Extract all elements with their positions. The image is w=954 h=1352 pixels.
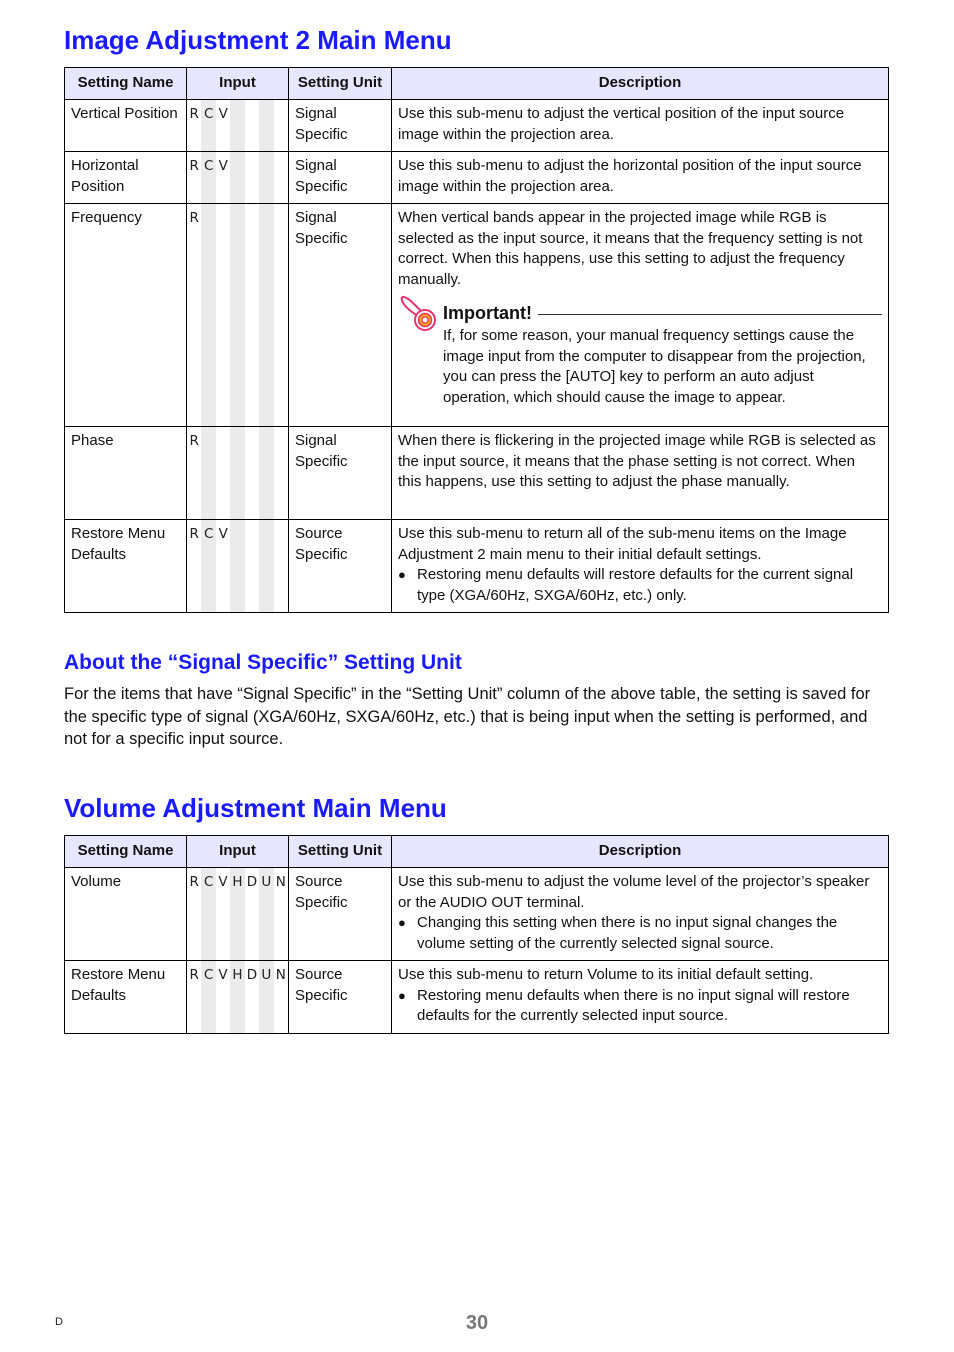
input-letter: R xyxy=(189,967,199,983)
input-letter: V xyxy=(218,967,228,983)
bullet-item xyxy=(398,913,882,954)
input-letter: V xyxy=(218,874,228,890)
input-letter: H xyxy=(232,874,243,890)
image-adjustment-2-table xyxy=(64,67,889,613)
bullet-icon: ● xyxy=(398,915,406,930)
input-letter: N xyxy=(275,967,286,983)
bullet-text: Restoring menu defaults will restore defaults for the current signal type (XGA/60Hz, SXGA/60Hz, etc.) only. xyxy=(417,566,854,604)
setting-name: Restore Menu Defaults xyxy=(65,520,187,613)
input-cell xyxy=(187,868,289,961)
setting-unit: Signal Specific xyxy=(289,427,392,520)
setting-name: Frequency xyxy=(65,204,187,427)
input-letter: R xyxy=(189,210,199,226)
setting-name: Restore Menu Defaults xyxy=(65,961,187,1034)
pushpin-target-icon xyxy=(398,294,440,334)
header-description: Description xyxy=(392,68,889,100)
description-cell xyxy=(392,961,889,1034)
description: Use this sub-menu to return all of the sub-menu items on the Image Adjustment 2 main menu to their initial default settings. xyxy=(398,525,847,563)
header-input: Input xyxy=(187,836,289,868)
bullet-icon: ● xyxy=(398,987,406,1003)
section-title-volume-adjustment: Volume Adjustment Main Menu xyxy=(64,793,447,823)
table-row xyxy=(65,961,889,1034)
important-rule xyxy=(538,314,882,315)
input-letter: D xyxy=(246,967,258,983)
page-number: 30 xyxy=(465,1312,489,1334)
input-stripes xyxy=(187,204,288,426)
table-row xyxy=(65,520,889,613)
description: Use this sub-menu to adjust the volume level of the projector’s speaker or the AUDIO OUT terminal. xyxy=(398,873,870,911)
bullet-item xyxy=(398,986,882,1027)
description: When vertical bands appear in the projected image while RGB is selected as the input source, it means that the frequency setting is not correct. When this happens, use this setting to adjust the frequency manually. xyxy=(398,209,863,288)
description: When there is flickering in the projected image while RGB is selected as the input source, it means that the phase setting is not correct. When this happens, use this setting to adjust the phase manually. xyxy=(392,427,889,520)
section-title-image-adjustment-2: Image Adjustment 2 Main Menu xyxy=(64,25,452,55)
setting-unit: Source Specific xyxy=(289,868,392,961)
description-cell xyxy=(392,204,889,427)
setting-name: Horizontal Position xyxy=(65,152,187,204)
setting-name: Volume xyxy=(65,868,187,961)
input-letter: R xyxy=(189,158,199,174)
header-setting-unit: Setting Unit xyxy=(289,836,392,868)
bullet-item xyxy=(398,565,882,606)
table-row xyxy=(65,204,889,427)
header-input: Input xyxy=(187,68,289,100)
description: Use this sub-menu to adjust the vertical position of the input source image within the projection area. xyxy=(392,100,889,152)
bullet-text: Restoring menu defaults when there is no input signal will restore defaults for the currently selected input source. xyxy=(417,986,850,1024)
header-description: Description xyxy=(392,836,889,868)
table-row xyxy=(65,152,889,204)
setting-unit: Signal Specific xyxy=(289,204,392,427)
input-letter: R xyxy=(189,874,199,890)
header-setting-name: Setting Name xyxy=(65,836,187,868)
description-cell xyxy=(392,868,889,961)
input-cell xyxy=(187,427,289,520)
description: Use this sub-menu to adjust the horizontal position of the input source image within the projection area. xyxy=(392,152,889,204)
input-letter: C xyxy=(203,967,214,983)
input-cell xyxy=(187,961,289,1034)
about-signal-specific-title: About the “Signal Specific” Setting Unit xyxy=(64,651,462,674)
setting-unit: Source Specific xyxy=(289,961,392,1034)
bullet-text: Changing this setting when there is no input signal changes the volume setting of the currently selected signal source. xyxy=(417,914,838,952)
input-letter: N xyxy=(275,874,286,890)
setting-name: Vertical Position xyxy=(65,100,187,152)
input-cell xyxy=(187,100,289,152)
important-note xyxy=(398,300,882,408)
input-letter: V xyxy=(218,526,228,542)
volume-adjustment-table xyxy=(64,835,889,1034)
input-letter: R xyxy=(189,106,199,122)
setting-unit: Signal Specific xyxy=(289,100,392,152)
input-letter: C xyxy=(204,158,214,174)
input-letter: R xyxy=(189,433,199,449)
input-letter: R xyxy=(189,526,199,542)
description: Use this sub-menu to return Volume to its initial default setting. xyxy=(398,966,814,983)
input-letter: V xyxy=(218,158,228,174)
footer-mark: D xyxy=(55,1316,63,1328)
input-cell xyxy=(187,204,289,427)
input-letter: C xyxy=(204,106,214,122)
header-setting-unit: Setting Unit xyxy=(289,68,392,100)
setting-unit: Source Specific xyxy=(289,520,392,613)
input-letter: U xyxy=(261,874,272,890)
input-cell xyxy=(187,520,289,613)
about-signal-specific-text: For the items that have “Signal Specific” in the “Setting Unit” column of the above table, the setting is saved for the specific type of signal (XGA/60Hz, SXGA/60Hz, etc.) that is being input when the setting is performed, and not for a specific input source. xyxy=(64,685,871,748)
input-letter: C xyxy=(203,874,214,890)
input-letter: V xyxy=(218,106,228,122)
setting-name: Phase xyxy=(65,427,187,520)
table-row xyxy=(65,100,889,152)
setting-unit: Signal Specific xyxy=(289,152,392,204)
table-header-row xyxy=(65,68,889,100)
header-setting-name: Setting Name xyxy=(65,68,187,100)
input-letter: U xyxy=(261,967,272,983)
important-title: Important! xyxy=(443,302,532,323)
input-letter: C xyxy=(204,526,214,542)
input-cell xyxy=(187,152,289,204)
table-row xyxy=(65,427,889,520)
bullet-icon: ● xyxy=(398,567,406,582)
table-header-row xyxy=(65,836,889,868)
description-cell xyxy=(392,520,889,613)
input-letter: D xyxy=(246,874,258,890)
table-row xyxy=(65,868,889,961)
important-text: If, for some reason, your manual frequency settings cause the image input from the computer to disappear from the projection, you can press the [AUTO] key to perform an auto adjust operation, which should cause the image to appear. xyxy=(443,327,866,406)
input-letter: H xyxy=(232,967,243,983)
